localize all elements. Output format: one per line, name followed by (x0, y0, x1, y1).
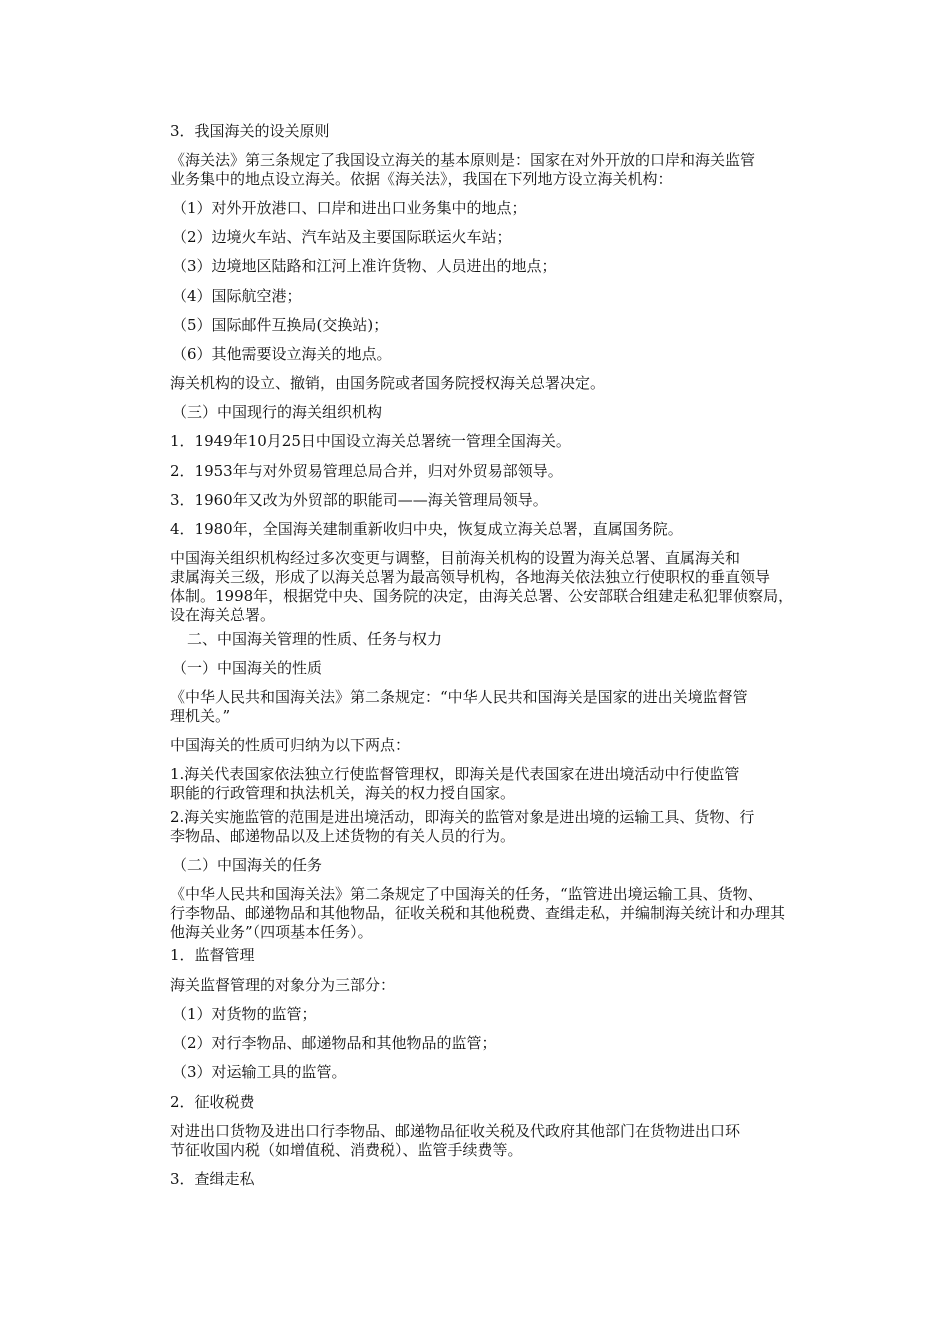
heading-principles: 3．我国海关的设关原则 (170, 122, 330, 140)
history-item-1953: 2．1953年与对外贸易管理总局合并，归对外贸易部领导。 (170, 462, 563, 480)
task-heading-anti-smuggling: 3．查缉走私 (170, 1170, 255, 1188)
paragraph-tax-collection: 对进出口货物及进出口行李物品、邮递物品征收关税及代政府其他部门在货物进出口环 节征收国内税（如增值税、消费税）、监管手续费等。 (170, 1122, 741, 1159)
supervision-item-2: （2）对行李物品、邮递物品和其他物品的监管； (172, 1034, 497, 1052)
list-item-5: （5）国际邮件互换局(交换站)； (172, 316, 389, 334)
supervision-item-3: （3）对运输工具的监管。 (172, 1063, 347, 1081)
heading-current-organization: （三）中国现行的海关组织机构 (172, 403, 383, 421)
heading-nature: （一）中国海关的性质 (172, 659, 323, 677)
list-item-1: （1）对外开放港口、口岸和进出口业务集中的地点； (172, 199, 527, 217)
task-heading-tax-collection: 2．征收税费 (170, 1093, 255, 1111)
nature-point-1: 1.海关代表国家依法独立行使监督管理权，即海关是代表国家在进出境活动中行使监管 职能的行政管理和执法机关，海关的权力授自国家。 (170, 765, 740, 802)
paragraph-customs-law-art2-nature: 《中华人民共和国海关法》第二条规定：“中华人民共和国海关是国家的进出关境监督管 理机关。” (170, 688, 748, 725)
paragraph-organization-structure: 中国海关组织机构经过多次变更与调整，目前海关机构的设置为海关总署、直属海关和 隶属海关三级，形成了以海关总署为最高领导机构，各地海关依法独立行使职权的垂直领导 体制。1998年，根据党中央、国务院的决定，由海关总署、公安部联合组建走私犯罪侦察局， 设在海关总署。 (170, 549, 794, 624)
history-item-1980: 4．1980年，全国海关建制重新收归中央，恢复成立海关总署，直属国务院。 (170, 520, 683, 538)
history-item-1960: 3．1960年又改为外贸部的职能司——海关管理局领导。 (170, 491, 548, 509)
paragraph-customs-law-art2-tasks: 《中华人民共和国海关法》第二条规定了中国海关的任务，“监管进出境运输工具、货物、 行李物品、邮递物品和其他物品，征收关税和其他税费、查缉走私，并编制海关统计和办理其 他海关业务”（四项基本任务）。 (170, 885, 786, 941)
heading-tasks: （二）中国海关的任务 (172, 856, 323, 874)
nature-point-2: 2.海关实施监管的范围是进出境活动，即海关的监管对象是进出境的运输工具、货物、行 李物品、邮递物品以及上述货物的有关人员的行为。 (170, 808, 755, 845)
list-item-3: （3）边境地区陆路和江河上准许货物、人员进出的地点； (172, 257, 557, 275)
paragraph-customs-law-art3: 《海关法》第三条规定了我国设立海关的基本原则是：国家在对外开放的口岸和海关监管 业务集中的地点设立海关。依据《海关法》，我国在下列地方设立海关机构： (170, 151, 756, 188)
history-item-1949: 1．1949年10月25日中国设立海关总署统一管理全国海关。 (170, 432, 571, 450)
paragraph-supervision-objects: 海关监督管理的对象分为三部分： (170, 976, 396, 994)
paragraph-nature-summary: 中国海关的性质可归纳为以下两点： (170, 736, 411, 754)
list-item-6: （6）其他需要设立海关的地点。 (172, 345, 392, 363)
paragraph-establishment: 海关机构的设立、撤销，由国务院或者国务院授权海关总署决定。 (170, 374, 606, 392)
task-heading-supervision: 1．监督管理 (170, 946, 255, 964)
list-item-4: （4）国际航空港； (172, 287, 302, 305)
list-item-2: （2）边境火车站、汽车站及主要国际联运火车站； (172, 228, 512, 246)
supervision-item-1: （1）对货物的监管； (172, 1005, 317, 1023)
section-heading-nature-tasks-powers: 二、中国海关管理的性质、任务与权力 (187, 630, 443, 648)
